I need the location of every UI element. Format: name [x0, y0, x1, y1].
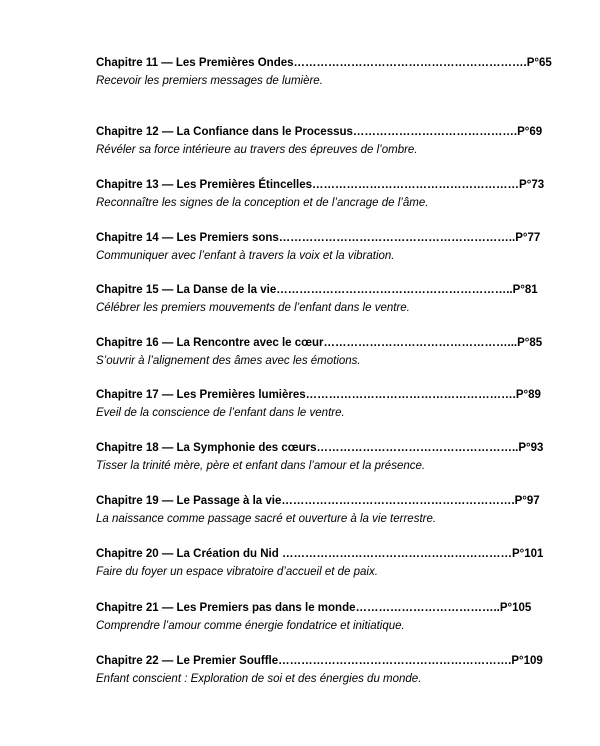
- chapter-description: Reconnaître les signes de la conception et de l’ancrage de l’âme.: [96, 197, 429, 209]
- chapter-heading: Chapitre 13 — Les Premières Étincelles………………………………………………P°73: [96, 179, 545, 191]
- chapter-heading: Chapitre 20 — La Création du Nid ……………………………………………………P°101: [96, 548, 544, 560]
- toc-entry-chapter-16: [96, 335, 543, 369]
- chapter-description: S’ouvrir à l’alignement des âmes avec les émotions.: [96, 355, 361, 367]
- chapter-description: Recevoir les premiers messages de lumière.: [96, 75, 323, 87]
- chapter-heading: Chapitre 12 — La Confiance dans le Processus…………………………………….P°69: [96, 126, 543, 138]
- toc-entry-chapter-17: [96, 387, 541, 421]
- chapter-description: Communiquer avec l’enfant à travers la voix et la vibration.: [96, 250, 395, 262]
- chapter-heading: Chapitre 14 — Les Premiers sons……………………………………………………..P°77: [96, 232, 541, 244]
- chapter-description: Faire du foyer un espace vibratoire d’accueil et de paix.: [96, 566, 378, 578]
- toc-entry-chapter-20: [96, 546, 544, 580]
- chapter-description: La naissance comme passage sacré et ouverture à la vie terrestre.: [96, 513, 437, 525]
- chapter-heading: Chapitre 22 — Le Premier Souffle…………………………………………………….P°109: [96, 655, 543, 667]
- chapter-heading: Chapitre 19 — Le Passage à la vie…………………………………………………….P°97: [96, 495, 540, 507]
- chapter-heading: Chapitre 18 — La Symphonie des cœurs……………………………………………..P°93: [96, 442, 544, 454]
- chapter-description: Eveil de la conscience de l’enfant dans le ventre.: [96, 407, 345, 419]
- chapter-heading: Chapitre 17 — Les Premières lumières……………………………………………….P°89: [96, 389, 541, 401]
- chapter-description: Célébrer les premiers mouvements de l’enfant dans le ventre.: [96, 302, 410, 314]
- toc-entry-chapter-22: [96, 653, 543, 687]
- chapter-heading: Chapitre 16 — La Rencontre avec le cœur…………………………………………...P°85: [96, 337, 543, 349]
- toc-entry-chapter-13: [96, 177, 545, 211]
- chapter-description: Comprendre l’amour comme énergie fondatrice et initiatique.: [96, 620, 405, 632]
- toc-entry-chapter-11: [96, 55, 552, 89]
- toc-entry-chapter-14: [96, 230, 541, 264]
- toc-entry-chapter-21: [96, 600, 532, 634]
- chapter-description: Tisser la trinité mère, père et enfant dans l’amour et la présence.: [96, 460, 426, 472]
- chapter-heading: Chapitre 11 — Les Premières Ondes…………………………………………………….P°65: [96, 57, 552, 69]
- chapter-heading: Chapitre 15 — La Danse de la vie……………………………………………………..P°81: [96, 284, 538, 296]
- toc-entry-chapter-18: [96, 440, 544, 474]
- toc-entry-chapter-12: [96, 124, 543, 158]
- chapter-heading: Chapitre 21 — Les Premiers pas dans le monde………………………………..P°105: [96, 602, 532, 614]
- toc-entry-chapter-19: [96, 493, 540, 527]
- chapter-description: Enfant conscient : Exploration de soi et des énergies du monde.: [96, 673, 422, 685]
- toc-entry-chapter-15: [96, 282, 538, 316]
- chapter-description: Révéler sa force intérieure au travers des épreuves de l’ombre.: [96, 144, 418, 156]
